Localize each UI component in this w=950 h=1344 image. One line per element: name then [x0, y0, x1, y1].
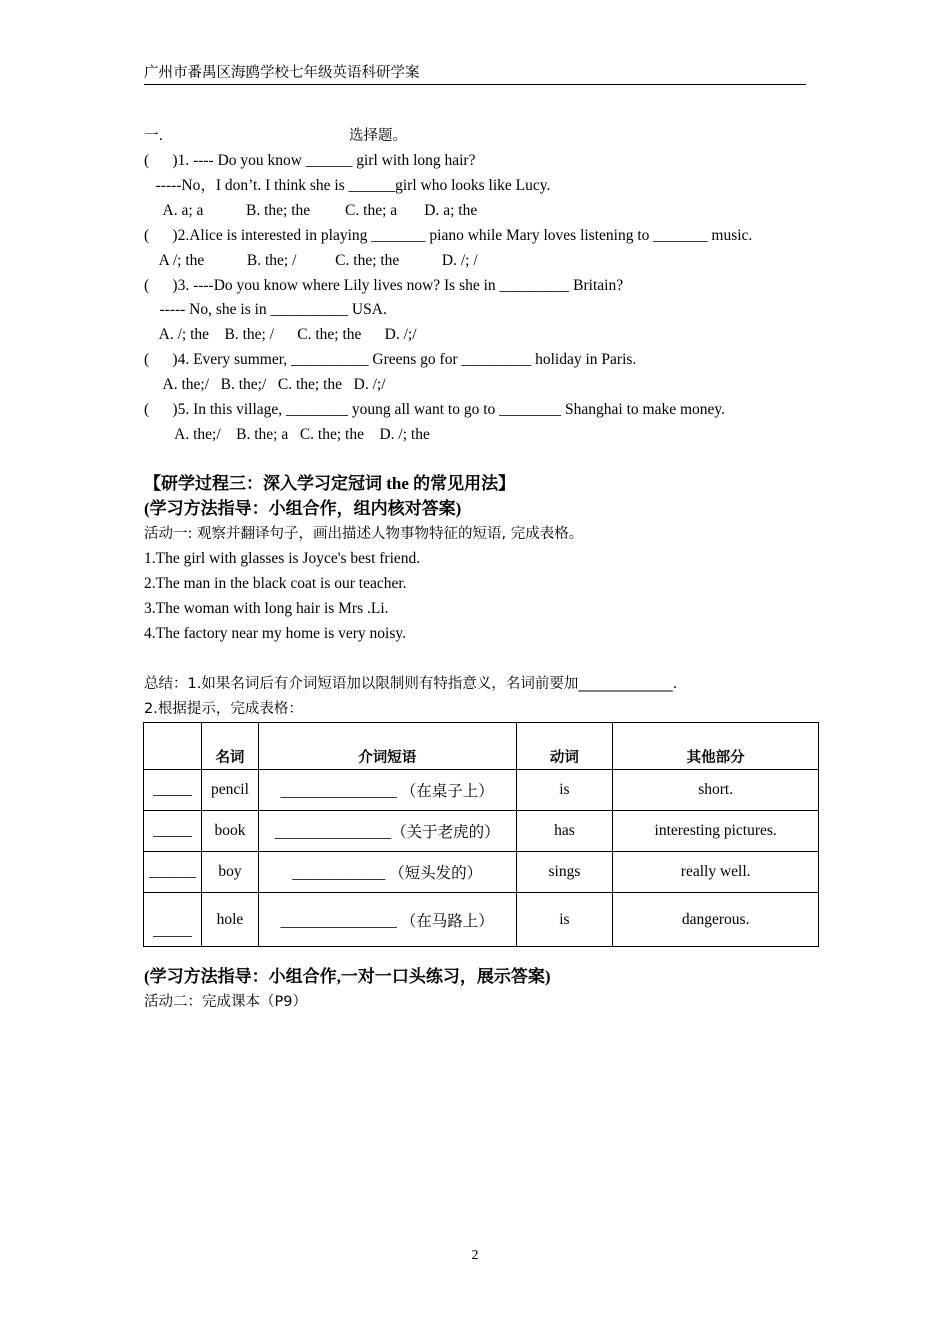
question-2: ( )2.Alice is interested in playing _______ piano while Mary loves listening to _______ music.: [144, 227, 753, 244]
phrase-cell: _______________ （在马路上）: [258, 893, 516, 947]
header-cell-blank: [144, 723, 202, 770]
summary-1: 总结：1.如果名词后有介词短语加以限制则有特指意义，名词前要加_____________.: [144, 676, 678, 692]
noun-cell: hole: [201, 893, 258, 947]
sentence-4: 4.The factory near my home is very noisy.: [144, 625, 406, 642]
section1-heading: 选择题。: [349, 128, 407, 144]
table-row: [144, 770, 819, 811]
question-5-options: A. the;/ B. the; a C. the; the D. /; the: [144, 426, 430, 443]
question-4: ( )4. Every summer, __________ Greens go for _________ holiday in Paris.: [144, 351, 637, 368]
activity-1: 活动一: 观察并翻译句子，画出描述人物事物特征的短语, 完成表格。: [144, 526, 584, 542]
phrase-cell: ____________ （短头发的）: [258, 852, 516, 893]
header-cell-noun: 名词: [201, 723, 258, 770]
verb-cell: is: [516, 770, 613, 811]
header-cell-other: 其他部分: [613, 723, 819, 770]
sentence-2: 2.The man in the black coat is our teacher.: [144, 575, 407, 592]
fill-in-table: [143, 722, 819, 947]
section1-heading-number: 一.: [144, 128, 164, 144]
question-5: ( )5. In this village, ________ young all want to go to ________ Shanghai to make money.: [144, 401, 726, 418]
question-1-options: A. a; a B. the; the C. the; a D. a; the: [144, 202, 478, 219]
article-blank: _____: [144, 770, 202, 811]
question-3-options: A. /; the B. the; / C. the; the D. /;/: [144, 326, 417, 343]
summary-2: 2.根据提示，完成表格：: [144, 701, 303, 717]
verb-cell: sings: [516, 852, 613, 893]
article-blank: ______: [144, 852, 202, 893]
header-cell-phrase: 介词短语: [258, 723, 516, 770]
question-1: ( )1. ---- Do you know ______ girl with long hair?: [144, 152, 476, 169]
question-1-reply: -----No，I don’t. I think she is ______girl who looks like Lucy.: [144, 177, 551, 194]
section3-title: 【研学过程三：深入学习定冠词 the 的常见用法】: [144, 474, 516, 493]
activity-2: 活动二：完成课本（P9）: [144, 994, 307, 1010]
article-blank: _____: [144, 893, 202, 947]
phrase-cell: _______________（关于老虎的）: [258, 811, 516, 852]
table-header-row: [144, 723, 819, 770]
page-header: 广州市番禺区海鸥学校七年级英语科研学案: [144, 64, 806, 85]
other-cell: dangerous.: [613, 893, 819, 947]
noun-cell: pencil: [201, 770, 258, 811]
noun-cell: boy: [201, 852, 258, 893]
other-cell: interesting pictures.: [613, 811, 819, 852]
verb-cell: is: [516, 893, 613, 947]
phrase-cell: _______________ （在桌子上）: [258, 770, 516, 811]
other-cell: short.: [613, 770, 819, 811]
page-number: 2: [471, 1248, 479, 1263]
question-2-options: A /; the B. the; / C. the; the D. /; /: [144, 252, 478, 269]
question-3-reply: ----- No, she is in __________ USA.: [144, 301, 387, 318]
table-row: [144, 893, 819, 947]
question-4-options: A. the;/ B. the;/ C. the; the D. /;/: [144, 376, 386, 393]
other-cell: really well.: [613, 852, 819, 893]
table-row: [144, 852, 819, 893]
table-row: [144, 811, 819, 852]
method-guide-2: (学习方法指导：小组合作,一对一口头练习，展示答案): [144, 967, 551, 986]
sentence-1: 1.The girl with glasses is Joyce's best friend.: [144, 550, 421, 567]
noun-cell: book: [201, 811, 258, 852]
method-guide-1: (学习方法指导：小组合作，组内核对答案): [144, 499, 462, 518]
verb-cell: has: [516, 811, 613, 852]
article-blank: _____: [144, 811, 202, 852]
question-3: ( )3. ----Do you know where Lily lives now? Is she in _________ Britain?: [144, 277, 624, 294]
header-cell-verb: 动词: [516, 723, 613, 770]
sentence-3: 3.The woman with long hair is Mrs .Li.: [144, 600, 389, 617]
